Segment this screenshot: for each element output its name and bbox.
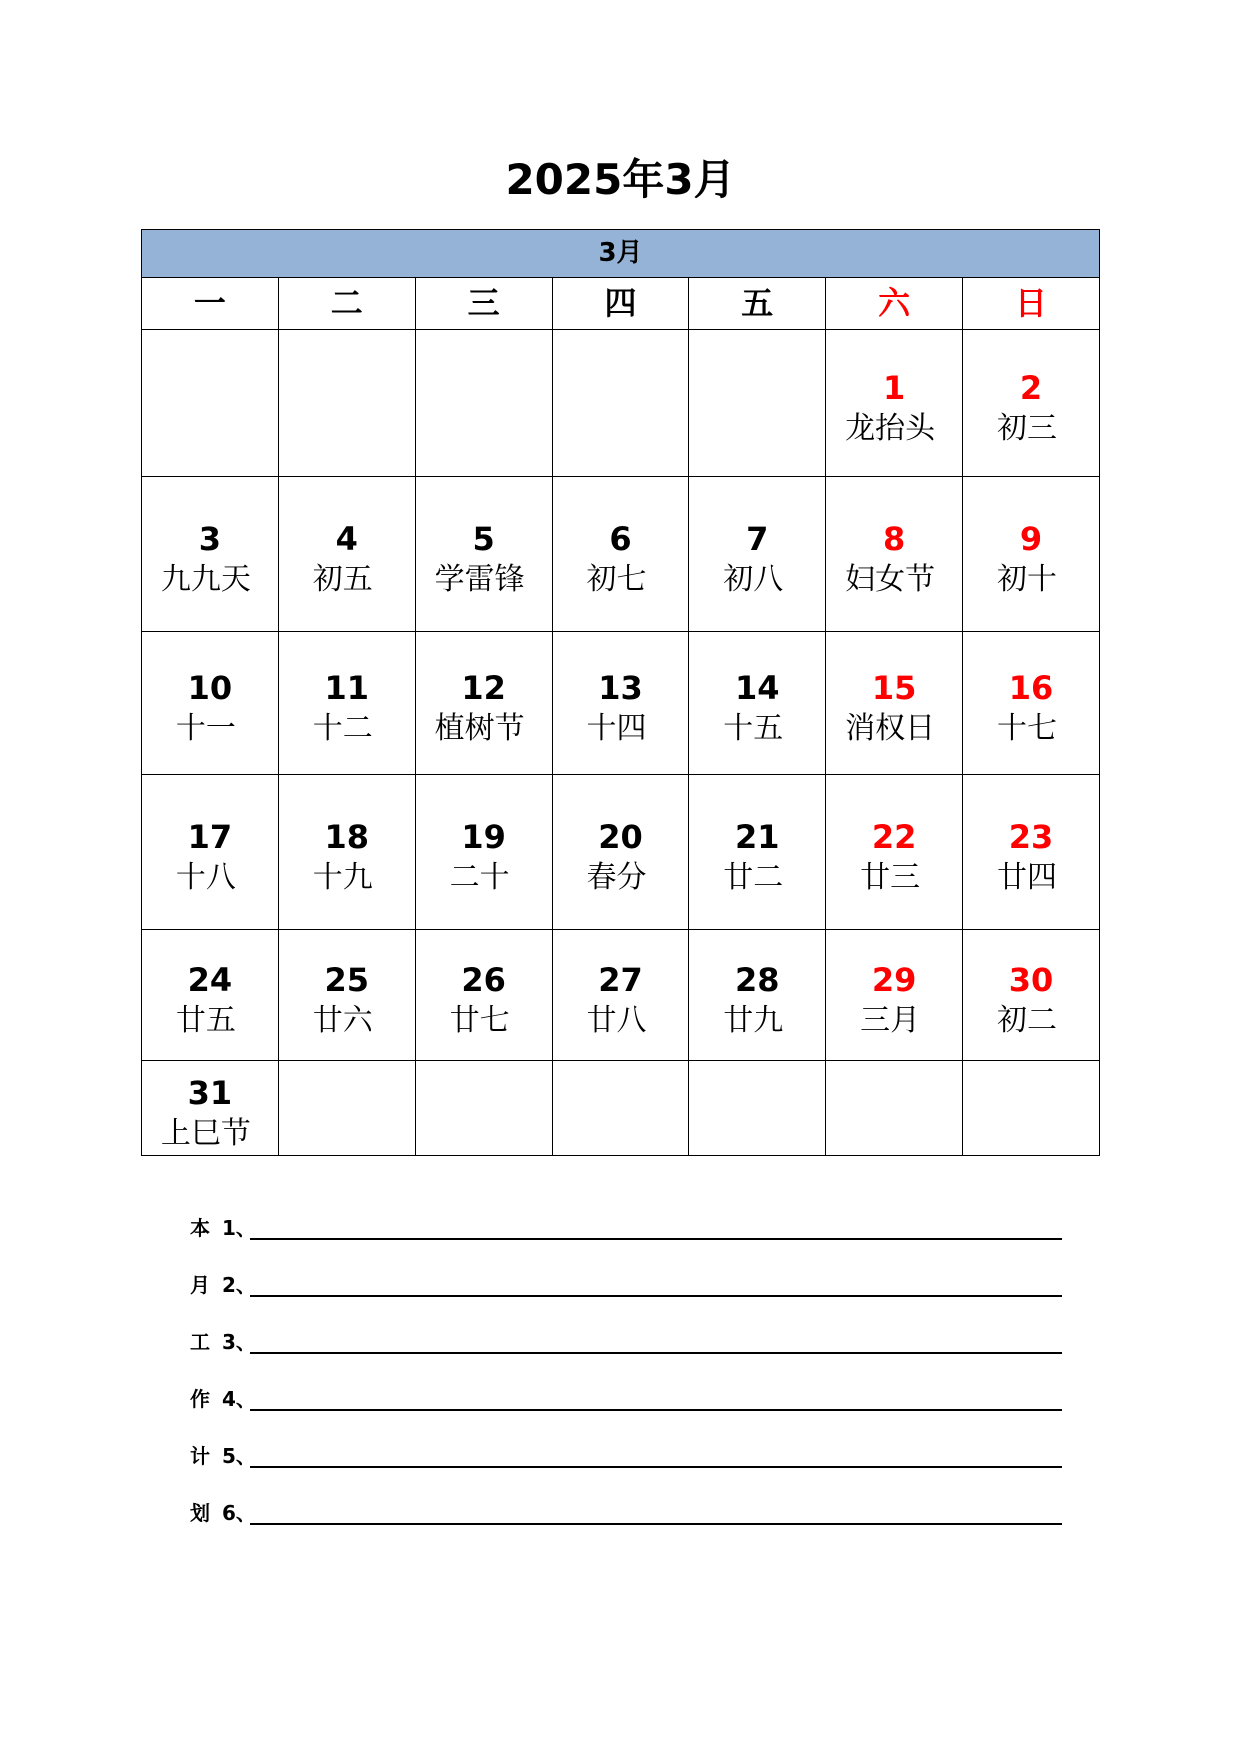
day-cell <box>278 775 415 930</box>
plan-item-index: 5、 <box>222 1444 256 1468</box>
lunar-label: 初七 <box>586 562 647 597</box>
plan-side-char: 本 <box>190 1216 210 1240</box>
day-cell-empty <box>415 1061 552 1156</box>
lunar-label: 廿五 <box>175 1003 236 1038</box>
plan-item-index: 4、 <box>222 1387 256 1411</box>
lunar-label: 廿八 <box>586 1003 647 1038</box>
weekday-fri: 五 <box>689 278 826 330</box>
lunar-label: 学雷锋 <box>434 562 525 597</box>
plan-input-line[interactable] <box>250 1466 1062 1468</box>
page-title: 2025年3月 <box>505 155 736 204</box>
day-number: 13 <box>598 669 643 707</box>
day-cell <box>142 930 279 1061</box>
plan-line <box>190 1379 1062 1436</box>
day-cell-empty <box>689 1061 826 1156</box>
day-cell <box>963 775 1100 930</box>
day-cell-empty <box>278 1061 415 1156</box>
day-number: 17 <box>187 818 233 856</box>
lunar-label: 龙抬头 <box>845 411 936 446</box>
lunar-label: 初三 <box>997 411 1058 446</box>
day-cell <box>689 930 826 1061</box>
week-row <box>142 477 1100 632</box>
lunar-label: 廿六 <box>312 1003 373 1038</box>
day-number: 31 <box>187 1074 233 1112</box>
day-number: 23 <box>1008 818 1054 856</box>
day-number: 8 <box>883 520 906 558</box>
plan-input-line[interactable] <box>250 1295 1062 1297</box>
day-cell <box>142 477 279 632</box>
weekday-wed: 三 <box>415 278 552 330</box>
plan-input-line[interactable] <box>250 1238 1062 1240</box>
lunar-label: 初十 <box>997 562 1058 597</box>
day-number: 24 <box>187 961 233 999</box>
day-cell-empty <box>552 1061 689 1156</box>
day-number: 29 <box>871 961 917 999</box>
month-header-row <box>142 230 1100 278</box>
plan-side-char: 工 <box>190 1330 210 1354</box>
day-cell <box>963 930 1100 1061</box>
lunar-label: 十七 <box>997 711 1058 746</box>
day-number: 10 <box>187 669 233 707</box>
day-number: 4 <box>335 520 358 558</box>
day-cell <box>142 775 279 930</box>
lunar-label: 春分 <box>586 860 647 895</box>
lunar-label: 十八 <box>175 860 236 895</box>
plan-item-index: 3、 <box>222 1330 256 1354</box>
day-number: 27 <box>598 961 643 999</box>
lunar-label: 廿四 <box>997 860 1058 895</box>
day-cell <box>689 632 826 775</box>
day-cell <box>552 632 689 775</box>
lunar-label: 植树节 <box>434 711 525 746</box>
lunar-label: 十四 <box>586 711 647 746</box>
day-number: 22 <box>871 818 917 856</box>
day-number: 11 <box>324 669 370 707</box>
calendar-table <box>141 229 1100 1156</box>
week-row <box>142 930 1100 1061</box>
plan-line <box>190 1436 1062 1493</box>
plan-item-index: 1、 <box>222 1216 256 1240</box>
lunar-label: 二十 <box>449 860 510 895</box>
month-label: 3月 <box>142 230 1100 278</box>
day-cell <box>552 775 689 930</box>
day-cell-empty <box>963 1061 1100 1156</box>
day-cell <box>689 477 826 632</box>
weekday-thu: 四 <box>552 278 689 330</box>
plan-line <box>190 1265 1062 1322</box>
day-cell <box>278 632 415 775</box>
day-cell <box>552 477 689 632</box>
day-cell-empty <box>142 330 279 477</box>
plan-input-line[interactable] <box>250 1409 1062 1411</box>
lunar-label: 廿二 <box>723 860 784 895</box>
day-cell-empty <box>552 330 689 477</box>
day-cell <box>826 477 963 632</box>
lunar-label: 消权日 <box>845 711 936 746</box>
weekday-row <box>142 278 1100 330</box>
week-row <box>142 330 1100 477</box>
day-cell <box>963 330 1100 477</box>
day-cell <box>142 1061 279 1156</box>
day-number: 26 <box>461 961 506 999</box>
day-cell <box>826 330 963 477</box>
plan-line <box>190 1208 1062 1265</box>
day-number: 12 <box>461 669 506 707</box>
day-cell <box>415 477 552 632</box>
monthly-plan-section <box>190 1208 1062 1550</box>
day-number: 18 <box>324 818 370 856</box>
week-row <box>142 1061 1100 1156</box>
lunar-label: 廿三 <box>860 860 921 895</box>
day-cell <box>963 632 1100 775</box>
day-number: 14 <box>735 669 780 707</box>
day-number: 7 <box>746 520 769 558</box>
day-cell <box>552 930 689 1061</box>
day-number: 30 <box>1008 961 1054 999</box>
plan-side-char: 划 <box>190 1501 210 1525</box>
lunar-label: 初八 <box>723 562 784 597</box>
lunar-label: 十五 <box>723 711 784 746</box>
day-cell-empty <box>278 330 415 477</box>
day-number: 9 <box>1019 520 1043 558</box>
day-cell <box>826 930 963 1061</box>
day-cell-empty <box>415 330 552 477</box>
day-number: 20 <box>598 818 643 856</box>
day-number: 21 <box>735 818 780 856</box>
lunar-label: 廿九 <box>723 1003 784 1038</box>
day-number: 1 <box>883 369 906 407</box>
day-number: 28 <box>735 961 780 999</box>
lunar-label: 十九 <box>312 860 373 895</box>
day-cell <box>963 477 1100 632</box>
plan-item-index: 6、 <box>222 1501 256 1525</box>
plan-input-line[interactable] <box>250 1352 1062 1354</box>
weekday-sun: 日 <box>963 278 1100 330</box>
weekday-mon: 一 <box>142 278 279 330</box>
day-cell <box>826 632 963 775</box>
lunar-label: 三月 <box>860 1003 921 1038</box>
day-cell <box>415 930 552 1061</box>
weekday-sat: 六 <box>826 278 963 330</box>
lunar-label: 九九天 <box>160 562 251 597</box>
plan-input-line[interactable] <box>250 1523 1062 1525</box>
lunar-label: 十一 <box>175 711 236 746</box>
day-cell <box>142 632 279 775</box>
plan-side-char: 月 <box>190 1273 210 1297</box>
day-number: 5 <box>472 520 495 558</box>
day-number: 2 <box>1019 369 1043 407</box>
lunar-label: 十二 <box>312 711 373 746</box>
day-cell-empty <box>689 330 826 477</box>
lunar-label: 廿七 <box>449 1003 510 1038</box>
day-cell <box>278 930 415 1061</box>
lunar-label: 初五 <box>312 562 373 597</box>
day-cell <box>415 632 552 775</box>
week-row <box>142 632 1100 775</box>
day-number: 6 <box>609 520 632 558</box>
plan-side-char: 作 <box>190 1387 210 1411</box>
day-number: 16 <box>1008 669 1054 707</box>
day-number: 15 <box>871 669 917 707</box>
day-cell-empty <box>826 1061 963 1156</box>
plan-side-char: 计 <box>190 1444 210 1468</box>
week-row <box>142 775 1100 930</box>
lunar-label: 妇女节 <box>845 562 936 597</box>
plan-item-index: 2、 <box>222 1273 256 1297</box>
day-number: 3 <box>198 520 222 558</box>
weekday-tue: 二 <box>278 278 415 330</box>
lunar-label: 初二 <box>997 1003 1058 1038</box>
day-number: 19 <box>461 818 506 856</box>
day-cell <box>689 775 826 930</box>
plan-line <box>190 1493 1062 1550</box>
day-cell <box>826 775 963 930</box>
plan-line <box>190 1322 1062 1379</box>
day-number: 25 <box>324 961 370 999</box>
day-cell <box>415 775 552 930</box>
lunar-label: 上巳节 <box>160 1116 251 1151</box>
day-cell <box>278 477 415 632</box>
